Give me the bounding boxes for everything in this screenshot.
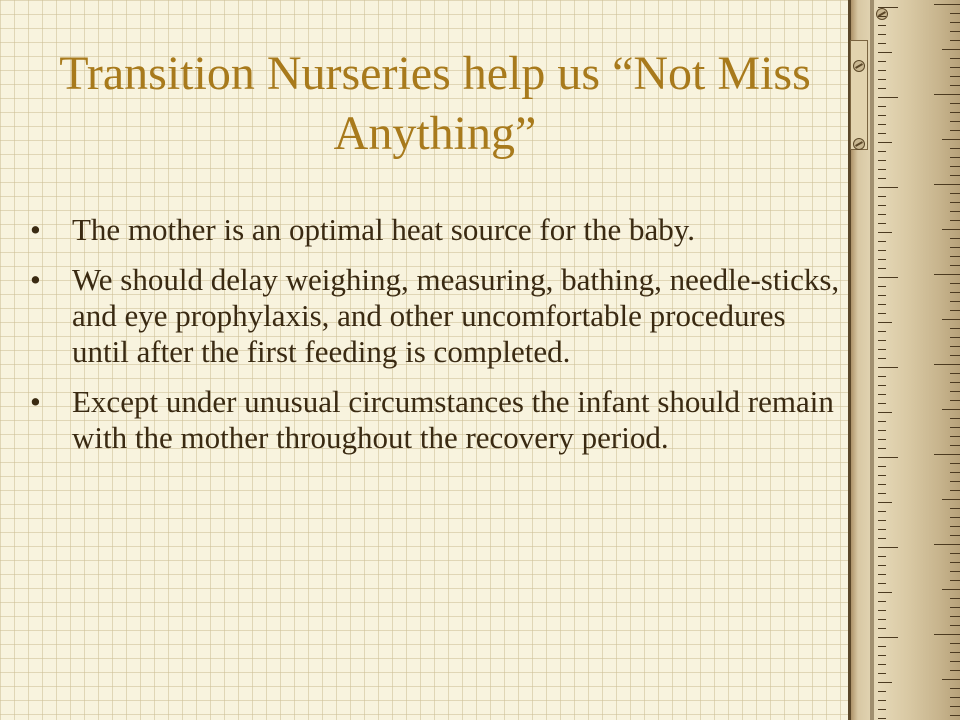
ruler-groove xyxy=(870,0,874,720)
ruler-tick xyxy=(950,337,960,338)
ruler-tick xyxy=(950,193,960,194)
ruler-tick xyxy=(950,130,960,131)
ruler-tick xyxy=(950,346,960,347)
ruler-tick xyxy=(878,376,886,377)
bullet-text: Except under unusual circumstances the infant should remain with the mother throughout the recovery period. xyxy=(72,384,834,455)
ruler-tick xyxy=(878,34,886,35)
ruler-tick xyxy=(950,616,960,617)
ruler-decoration xyxy=(848,0,960,720)
ruler-tick xyxy=(878,61,886,62)
ruler-tick xyxy=(878,358,886,359)
ruler-tick xyxy=(950,220,960,221)
ruler-tick xyxy=(950,22,960,23)
ruler-tick xyxy=(950,481,960,482)
ruler-tick xyxy=(878,484,886,485)
ruler-tick xyxy=(950,688,960,689)
ruler-tick xyxy=(950,31,960,32)
ruler-tick xyxy=(950,670,960,671)
ruler-tick xyxy=(942,139,960,140)
ruler-tick xyxy=(878,124,886,125)
ruler-tick xyxy=(878,106,886,107)
ruler-tick xyxy=(878,322,892,323)
ruler-tick xyxy=(950,418,960,419)
screw-icon xyxy=(853,138,865,150)
ruler-tick xyxy=(878,556,886,557)
ruler-tick xyxy=(878,412,892,413)
ruler-tick xyxy=(878,502,892,503)
ruler-tick xyxy=(878,403,886,404)
ruler-tick xyxy=(950,58,960,59)
ruler-tick xyxy=(878,187,898,188)
bullet-list xyxy=(30,212,845,470)
ruler-tick xyxy=(878,295,886,296)
screw-icon xyxy=(876,8,888,20)
ruler-tick xyxy=(878,25,886,26)
ruler-tick xyxy=(950,67,960,68)
ruler-tick xyxy=(878,619,886,620)
ruler-tick xyxy=(878,691,886,692)
ruler-tick xyxy=(878,151,886,152)
ruler-tick xyxy=(950,157,960,158)
ruler-tick xyxy=(942,229,960,230)
ruler-tick xyxy=(878,664,886,665)
ruler-tick xyxy=(878,700,886,701)
ruler-tick xyxy=(878,682,892,683)
ruler-tick xyxy=(950,76,960,77)
ruler-tick xyxy=(950,517,960,518)
ruler-tick xyxy=(878,646,886,647)
ruler-tick xyxy=(878,79,886,80)
ruler-tick xyxy=(934,94,960,95)
ruler-tick xyxy=(878,529,886,530)
ruler-tick xyxy=(878,286,886,287)
ruler-tick xyxy=(878,16,886,17)
ruler-tick xyxy=(878,349,886,350)
bullet-item xyxy=(30,262,845,370)
ruler-tick xyxy=(934,4,960,5)
ruler-tick xyxy=(878,205,886,206)
ruler-tick xyxy=(878,340,886,341)
ruler-tick xyxy=(950,562,960,563)
ruler-tick xyxy=(950,103,960,104)
ruler-tick xyxy=(878,97,898,98)
ruler-tick xyxy=(950,445,960,446)
ruler-tick xyxy=(950,40,960,41)
ruler-tick xyxy=(950,508,960,509)
bullet-item xyxy=(30,212,845,248)
ruler-tick xyxy=(878,511,886,512)
ruler-tick xyxy=(950,535,960,536)
bullet-icon: • xyxy=(30,262,41,297)
ruler-tick xyxy=(950,310,960,311)
ruler-tick xyxy=(950,472,960,473)
ruler-tick xyxy=(950,211,960,212)
ruler-tick xyxy=(950,283,960,284)
ruler-tick xyxy=(950,526,960,527)
ruler-tick xyxy=(950,13,960,14)
ruler-tick xyxy=(878,313,886,314)
ruler-tick xyxy=(934,454,960,455)
ruler-tick xyxy=(878,232,892,233)
ruler-tick xyxy=(934,544,960,545)
ruler-tick xyxy=(878,160,886,161)
ruler-tick xyxy=(878,43,886,44)
ruler-tick xyxy=(878,592,892,593)
ruler-tick xyxy=(878,655,886,656)
ruler-tick xyxy=(878,457,898,458)
ruler-clip xyxy=(850,40,868,150)
ruler-tick xyxy=(950,85,960,86)
ruler-tick xyxy=(950,121,960,122)
ruler-tick xyxy=(878,493,886,494)
ruler-tick xyxy=(950,292,960,293)
ruler-tick xyxy=(950,148,960,149)
ruler-tick xyxy=(934,364,960,365)
bullet-text: We should delay weighing, measuring, bathing, needle-sticks, and eye prophylaxis, and other uncomfortable procedures until after the first feeding is completed. xyxy=(72,262,840,369)
ruler-tick xyxy=(878,142,892,143)
ruler-tick xyxy=(878,259,886,260)
ruler-tick xyxy=(878,466,886,467)
ruler-tick xyxy=(878,169,886,170)
ruler-tick xyxy=(950,625,960,626)
ruler-tick xyxy=(950,652,960,653)
ruler-tick xyxy=(950,382,960,383)
ruler-tick xyxy=(878,565,886,566)
ruler-tick xyxy=(950,373,960,374)
ruler-tick xyxy=(878,709,886,710)
ruler-tick xyxy=(878,610,886,611)
slide-title: Transition Nurseries help us “Not Miss Anything” xyxy=(59,47,811,160)
ruler-tick xyxy=(878,475,886,476)
ruler-tick xyxy=(878,394,886,395)
ruler-tick xyxy=(878,538,886,539)
ruler-tick xyxy=(942,589,960,590)
ruler-tick xyxy=(934,634,960,635)
ruler-tick xyxy=(878,115,886,116)
ruler-tick xyxy=(878,439,886,440)
ruler-tick xyxy=(950,202,960,203)
ruler-tick xyxy=(950,265,960,266)
ruler-tick xyxy=(950,247,960,248)
ruler-tick xyxy=(878,547,898,548)
ruler-tick xyxy=(950,400,960,401)
ruler-tick xyxy=(934,184,960,185)
ruler-tick xyxy=(878,268,886,269)
ruler-tick xyxy=(950,697,960,698)
ruler-tick xyxy=(878,277,898,278)
ruler-tick xyxy=(934,274,960,275)
ruler-tick xyxy=(950,706,960,707)
ruler-tick xyxy=(950,661,960,662)
ruler-tick xyxy=(942,679,960,680)
ruler-tick xyxy=(950,607,960,608)
ruler-tick xyxy=(878,520,886,521)
ruler-tick xyxy=(878,304,886,305)
ruler-tick xyxy=(878,421,886,422)
ruler-tick xyxy=(950,571,960,572)
ruler-tick xyxy=(878,601,886,602)
ruler-tick xyxy=(950,301,960,302)
ruler-tick xyxy=(878,214,886,215)
ruler-tick xyxy=(878,196,886,197)
ruler-tick xyxy=(950,355,960,356)
ruler-tick xyxy=(942,499,960,500)
ruler-tick xyxy=(950,643,960,644)
ruler-tick xyxy=(950,175,960,176)
ruler-tick xyxy=(878,70,886,71)
ruler-tick xyxy=(878,718,886,719)
ruler-tick xyxy=(950,715,960,716)
ruler-tick xyxy=(942,49,960,50)
ruler-tick xyxy=(878,673,886,674)
ruler-tick xyxy=(950,238,960,239)
ruler-tick xyxy=(878,133,886,134)
ruler-tick xyxy=(878,628,886,629)
ruler-tick xyxy=(878,583,886,584)
ruler-tick xyxy=(950,598,960,599)
ruler-tick xyxy=(878,331,886,332)
ruler-tick xyxy=(950,553,960,554)
ruler-tick xyxy=(950,256,960,257)
ruler-tick xyxy=(878,367,898,368)
bullet-icon: • xyxy=(30,384,41,419)
ruler-tick xyxy=(950,436,960,437)
ruler-tick xyxy=(950,112,960,113)
ruler-tick xyxy=(878,88,886,89)
bullet-item xyxy=(30,384,845,456)
bullet-icon: • xyxy=(30,212,41,247)
ruler-tick xyxy=(950,427,960,428)
ruler-tick xyxy=(942,409,960,410)
ruler-tick xyxy=(878,574,886,575)
ruler-tick xyxy=(942,319,960,320)
ruler-tick xyxy=(878,7,898,8)
ruler-tick xyxy=(878,178,886,179)
ruler-tick xyxy=(950,490,960,491)
ruler-tick xyxy=(950,463,960,464)
ruler-tick xyxy=(878,52,892,53)
ruler-tick xyxy=(878,637,898,638)
ruler-tick xyxy=(878,430,886,431)
ruler-tick xyxy=(878,385,886,386)
ruler-tick xyxy=(878,223,886,224)
ruler-tick xyxy=(878,241,886,242)
ruler-tick xyxy=(950,328,960,329)
ruler-tick xyxy=(950,391,960,392)
bullet-text: The mother is an optimal heat source for the baby. xyxy=(72,212,695,247)
ruler-tick xyxy=(878,448,886,449)
ruler-tick xyxy=(950,166,960,167)
screw-icon xyxy=(853,60,865,72)
ruler-tick xyxy=(950,580,960,581)
ruler-tick xyxy=(878,250,886,251)
